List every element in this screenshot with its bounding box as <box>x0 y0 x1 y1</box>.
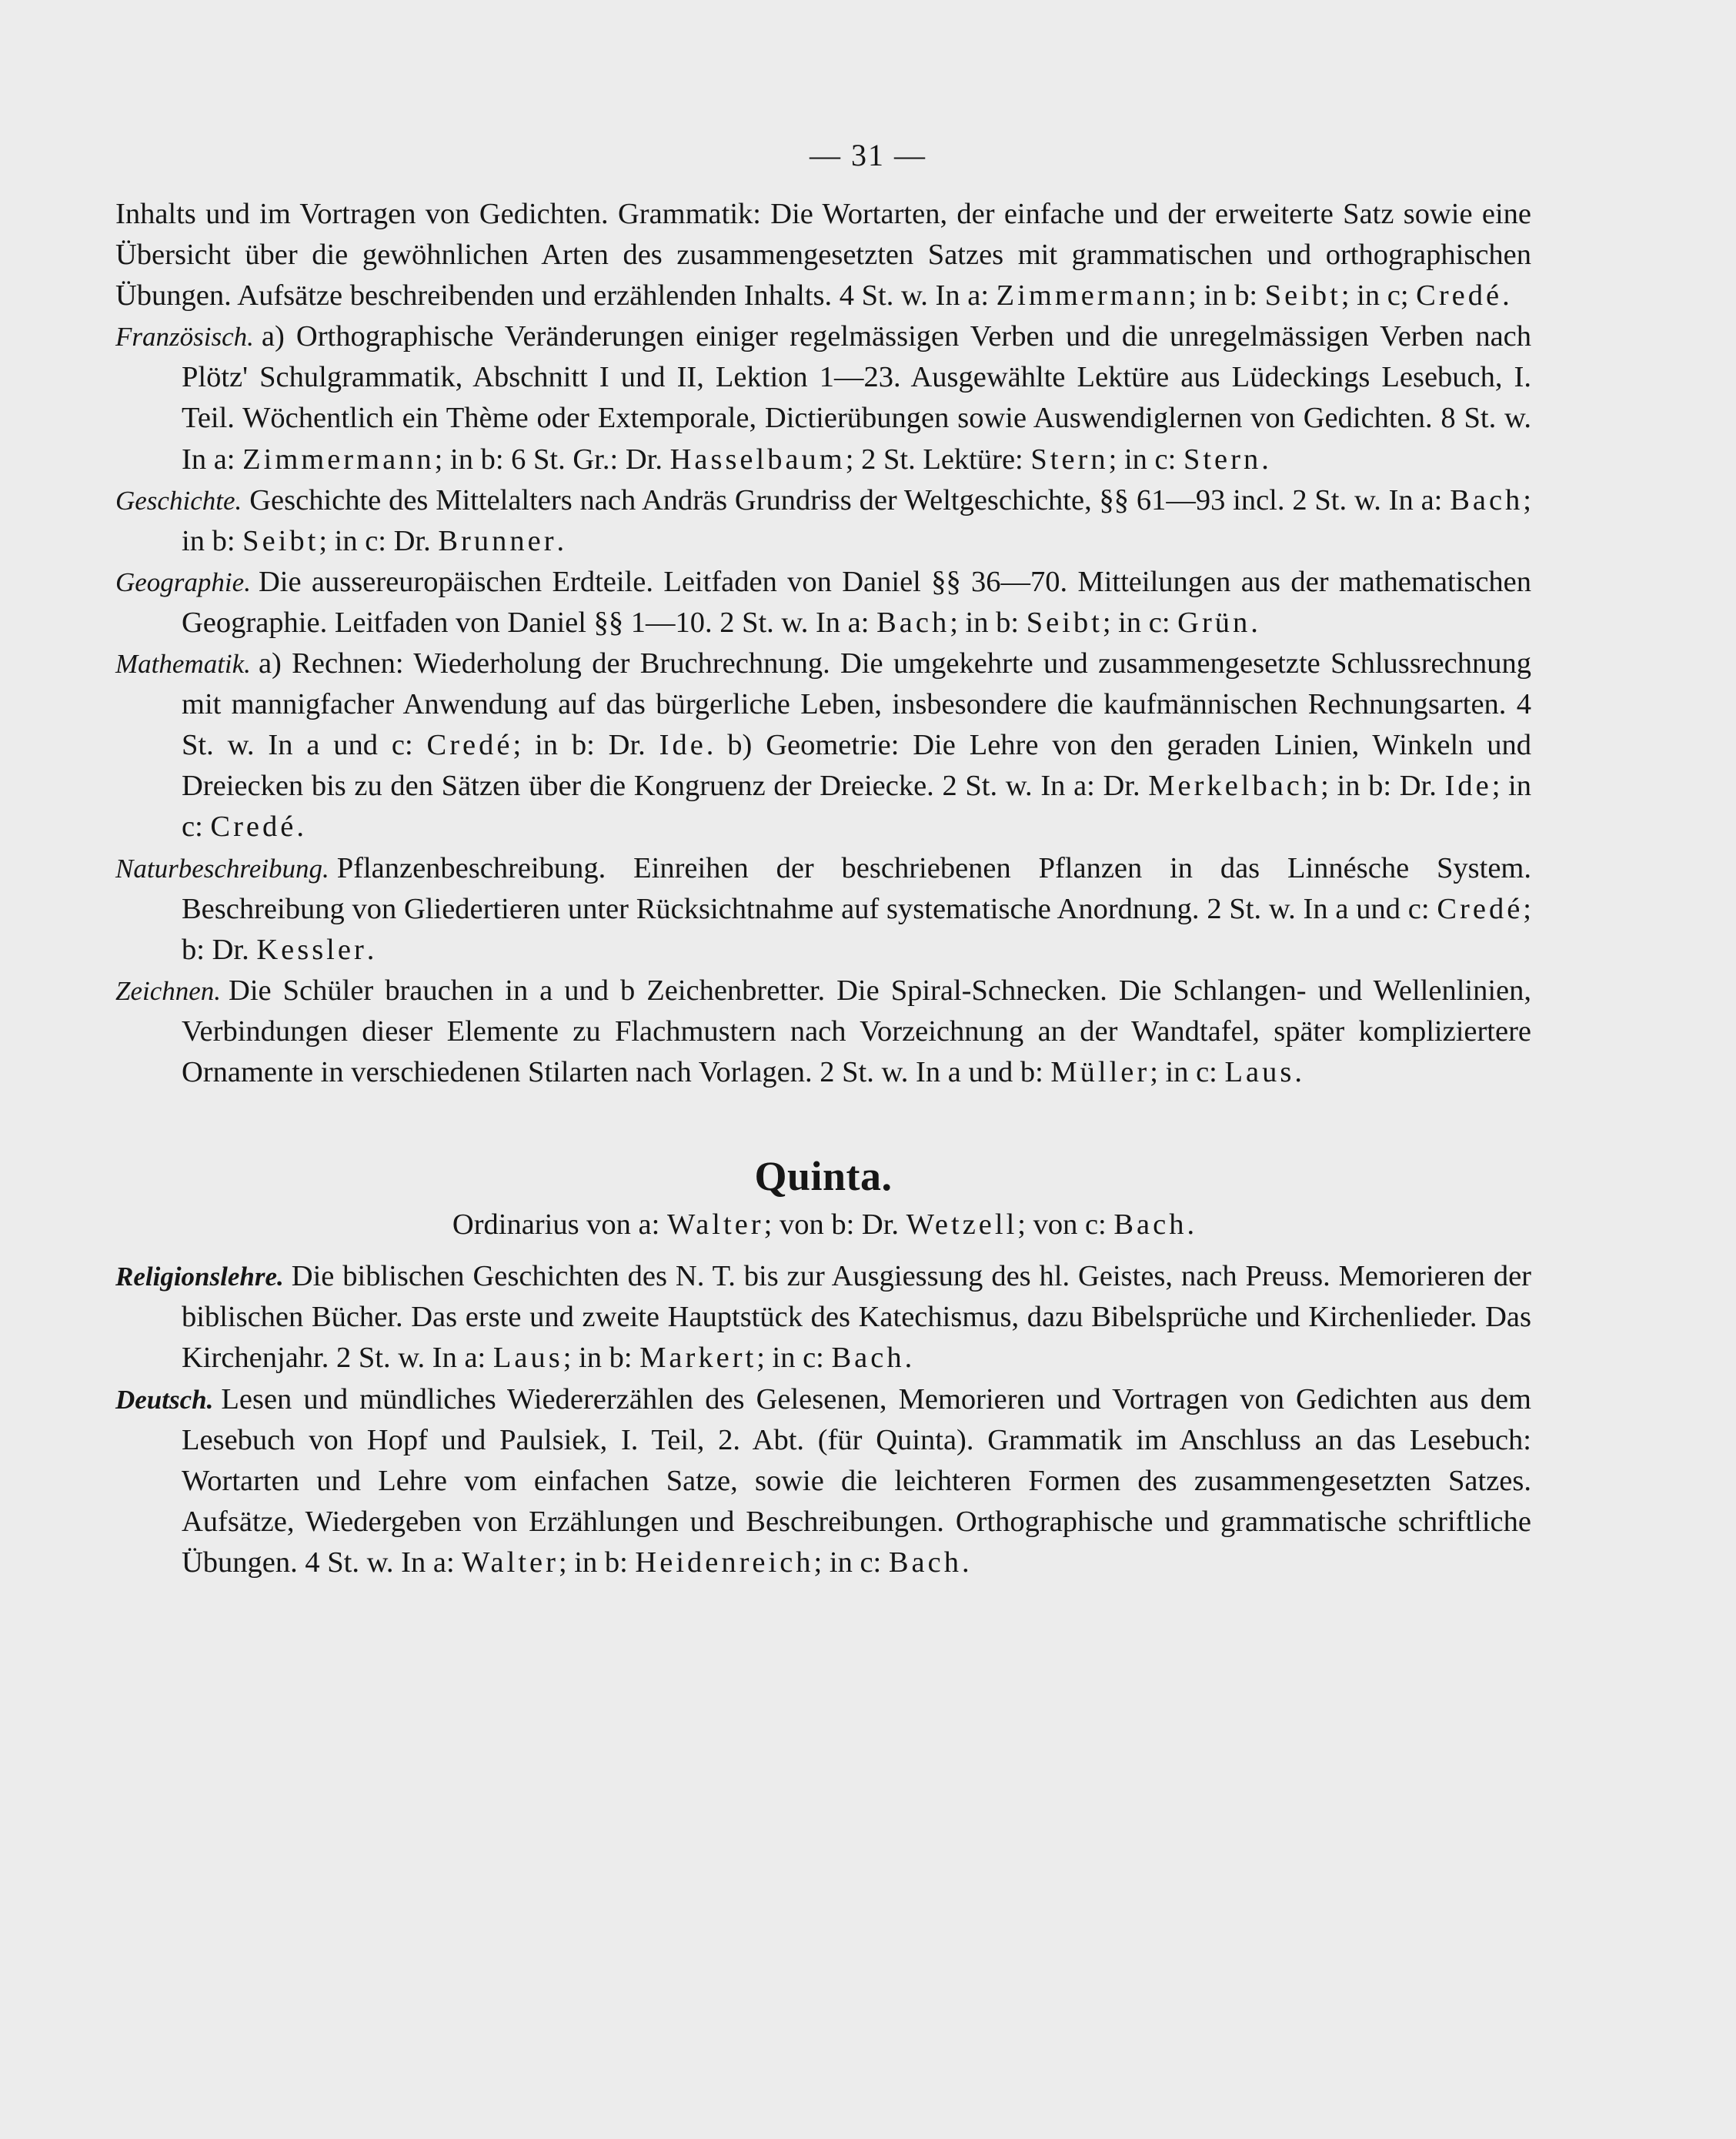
teacher-name: Wetzell <box>906 1208 1018 1242</box>
subject-heading: Religionslehre. <box>115 1262 284 1292</box>
subject-heading: Geschichte. <box>115 485 242 516</box>
section-mathematik <box>115 643 1531 847</box>
text-fragment: Ordinarius von a: <box>452 1208 667 1242</box>
teacher-name: Walter <box>666 1208 764 1242</box>
intro-text: Inhalts und im Vortragen von Gedichten. Grammatik: Die Wortarten, der einfache und der erweiterte Satz sowie eine Übersicht über die gewöhnlichen Arten des zusammengesetzten Satzes mit grammatischen und orthographischen Übungen. Aufsätze beschreibenden und erzählenden Inhalts. 4 St. w. In a: <box>115 198 1531 312</box>
text-fragment: . <box>1502 279 1510 312</box>
teacher-name: Bach <box>831 1342 905 1375</box>
teacher-name: Seibt <box>1026 606 1103 639</box>
section-naturbeschreibung <box>115 848 1531 971</box>
section-text: Die aussereuropäischen Erdteile. Leitfaden von Daniel §§ 36—70. Mitteilungen aus der mathematischen Geographie. Leitfaden von Daniel §§ 1—10. 2 St. w. In a: <box>182 565 1531 639</box>
text-fragment: . <box>1261 443 1269 476</box>
subject-heading: Mathematik. <box>115 649 251 680</box>
ordinarius-line <box>115 1205 1531 1245</box>
text-fragment: ; in b: <box>563 1342 640 1375</box>
text-fragment: ; in c: Dr. <box>319 524 439 557</box>
section-franzoesisch <box>115 316 1531 480</box>
teacher-name: Laus <box>1224 1055 1295 1088</box>
subject-heading: Deutsch. <box>115 1384 214 1415</box>
text-fragment: . b) Geometrie: Die Lehre von den geraden Linien, Winkeln und Dreiecken bis zu den Sätzen über die Kongruenz der Dreiecke. 2 St. w. In a: Dr. <box>182 729 1532 803</box>
text-fragment: ; in c: <box>1150 1055 1225 1088</box>
section-geschichte <box>115 480 1531 562</box>
teacher-name: Seibt <box>242 524 319 557</box>
section-text: Pflanzenbeschreibung. Einreihen der beschriebenen Pflanzen in das Linnésche System. Beschreibung von Gliedertieren unter Rücksichtnahme auf systematische Anordnung. 2 St. w. In a und c: <box>182 851 1531 925</box>
teacher-name: Laus <box>492 1342 563 1375</box>
teacher-name: Heidenreich <box>635 1546 814 1579</box>
teacher-name: Merkelbach <box>1148 770 1321 803</box>
section-text: a) Rechnen: Wiederholung der Bruchrechnung. Die umgekehrte und zusammengesetzte Schlussrechnung mit mannigfacher Anwendung auf das bürgerliche Leben, insbesondere die kaufmännischen Rechnungsarten. 4 St. w. In a und c: <box>182 647 1531 762</box>
teacher-name: Walter <box>462 1546 559 1579</box>
text-fragment: . <box>366 933 375 966</box>
teacher-name: Bach <box>888 1546 962 1579</box>
section-text: Die Schüler brauchen in a und b Zeichenbretter. Die Spiral-Schnecken. Die Schlangen- und Wellenlinien, Verbindungen dieser Elemente zu Flachmustern nach Vorzeichnung an der Wandtafel, später kompliziertere Ornamente in verschiedenen Stilarten nach Vorlagen. 2 St. w. In a und b: <box>182 974 1531 1088</box>
teacher-name: Ide <box>659 729 706 762</box>
teacher-name: Müller <box>1050 1055 1150 1088</box>
text-fragment: . <box>296 810 304 844</box>
page-number: — 31 — <box>810 138 926 172</box>
text-fragment: ; in c: <box>182 770 1531 844</box>
text-fragment: . <box>556 524 565 557</box>
subject-heading: Geographie. <box>115 567 251 597</box>
teacher-name: Credé <box>1437 892 1524 925</box>
teacher-name: Zimmermann <box>996 279 1189 312</box>
section-geographie <box>115 562 1531 643</box>
teacher-name: Markert <box>639 1342 757 1375</box>
text-fragment: ; in c: <box>756 1342 832 1375</box>
teacher-name: Seibt <box>1264 279 1341 312</box>
text-fragment: ; in c: <box>1102 606 1178 639</box>
text-fragment: ; in b: <box>950 606 1027 639</box>
text-fragment: ; von c: <box>1017 1208 1114 1242</box>
section-text: Geschichte des Mittelalters nach Andräs Grundriss der Weltgeschichte, §§ 61—93 incl. 2 St. w. In a: <box>249 483 1451 516</box>
teacher-name: Kessler <box>256 933 367 966</box>
subject-heading: Französisch. <box>115 322 254 353</box>
text-fragment: ; in b: 6 St. Gr.: Dr. <box>434 443 670 476</box>
text-fragment: . <box>904 1342 913 1375</box>
text-fragment: ; in b: <box>558 1546 636 1579</box>
text-fragment: ; in b: Dr. <box>1320 770 1445 803</box>
teacher-name: Bach <box>1113 1208 1187 1242</box>
text-fragment: ; von b: Dr. <box>763 1208 906 1242</box>
text-fragment: . <box>961 1546 970 1579</box>
text-fragment: ; in c; <box>1340 279 1417 312</box>
section-text: Lesen und mündliches Wiedererzählen des Gelesenen, Memorieren und Vortragen von Gedichten aus dem Lesebuch von Hopf und Paulsiek, I. Teil, 2. Abt. (für Quinta). Grammatik im Anschluss an das Lesebuch: Wortarten und Lehre vom einfachen Satze, sowie die leichteren Formen des zusammengesetzten Satzes. Aufsätze, Wiedergeben von Erzählungen und Beschreibungen. Orthographische und grammatische schriftliche Übungen. 4 St. w. In a: <box>182 1382 1531 1579</box>
section-text: Die biblischen Geschichten des N. T. bis zur Ausgiessung des hl. Geistes, nach Preuss. Memorieren der biblischen Bücher. Das erste und zweite Hauptstück des Katechismus, dazu Bibelsprüche und Kirchenlieder. Das Kirchenjahr. 2 St. w. In a: <box>182 1260 1531 1375</box>
text-fragment: ; in b: <box>1188 279 1265 312</box>
teacher-name: Grün <box>1177 606 1251 639</box>
subject-heading: Zeichnen. <box>115 975 222 1006</box>
text-fragment: ; b: Dr. <box>182 892 1531 966</box>
teacher-name: Brunner <box>438 524 557 557</box>
text-fragment: . <box>1294 1055 1302 1088</box>
teacher-name: Hasselbaum <box>669 443 846 476</box>
text-fragment: . <box>1250 606 1258 639</box>
text-fragment: ; in c: <box>1108 443 1183 476</box>
teacher-name: Credé <box>210 810 297 844</box>
text-fragment: ; in b: Dr. <box>512 729 659 762</box>
text-fragment: ; 2 St. Lektüre: <box>845 443 1031 476</box>
teacher-name: Credé <box>426 729 513 762</box>
teacher-name: Bach <box>876 606 950 639</box>
section-deutsch <box>115 1379 1531 1583</box>
text-fragment: ; in c: <box>813 1546 889 1579</box>
teacher-name: Zimmermann <box>242 443 435 476</box>
section-zeichnen <box>115 971 1531 1093</box>
teacher-name: Ide <box>1444 770 1492 803</box>
section-text: a) Orthographische Veränderungen einiger regelmässigen Verben und die unregelmässigen Verben nach Plötz' Schulgrammatik, Abschnitt I und II, Lektion 1—23. Ausgewählte Lektüre aus Lüdeckings Lesebuch, I. Teil. Wöchentlich ein Thème oder Extemporale, Dictierübungen sowie Auswendiglernen von Gedichten. 8 St. w. In a: <box>182 320 1531 476</box>
teacher-name: Stern <box>1030 443 1109 476</box>
teacher-name: Credé <box>1416 279 1503 312</box>
text-fragment: . <box>1187 1208 1195 1242</box>
subject-heading: Naturbeschreibung. <box>115 853 329 884</box>
teacher-name: Stern <box>1183 443 1262 476</box>
teacher-name: Bach <box>1450 483 1524 516</box>
page-content <box>115 194 1531 1583</box>
intro-paragraph <box>115 194 1531 316</box>
text-fragment: ; in b: <box>182 483 1531 557</box>
class-heading-quinta: Quinta. <box>754 1153 893 1200</box>
section-religionslehre <box>115 1256 1531 1379</box>
